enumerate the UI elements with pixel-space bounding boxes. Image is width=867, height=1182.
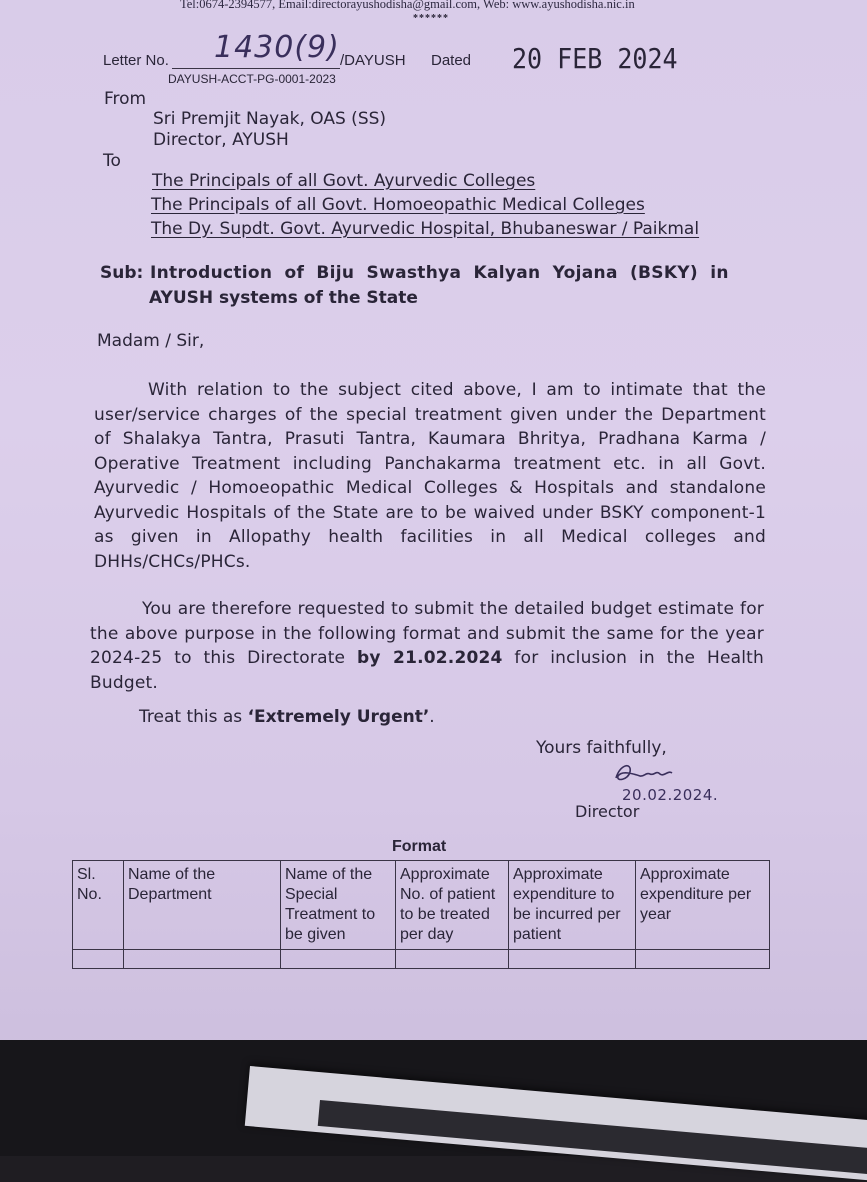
subject-label: Sub:	[100, 263, 144, 283]
table-cell	[509, 950, 636, 969]
body-paragraph-2	[90, 597, 764, 695]
table-row	[73, 950, 770, 969]
file-reference: DAYUSH-ACCT-PG-0001-2023	[168, 72, 336, 86]
dated-label: Dated	[431, 52, 472, 69]
recipient-2: The Principals of all Govt. Homoeopathic Medical Colleges	[151, 195, 645, 215]
col-special-treatment: Name of the Special Treatment to be given	[281, 861, 396, 950]
letter-no-underline	[172, 68, 340, 69]
salutation: Madam / Sir,	[97, 331, 205, 351]
col-patients-per-day: Approximate No. of patient to be treated per day	[396, 861, 509, 950]
urgent-text-b: .	[429, 707, 435, 727]
yours-faithfully: Yours faithfully,	[536, 738, 667, 758]
recipient-3: The Dy. Supdt. Govt. Ayurvedic Hospital, Bhubaneswar / Paikmal	[151, 219, 700, 239]
header-stars: ******	[413, 13, 449, 24]
table-cell	[73, 950, 124, 969]
urgent-emphasis: ‘Extremely Urgent’	[247, 707, 430, 727]
urgent-text-a: Treat this as	[139, 707, 248, 727]
contact-line: Tel:0674-2394577, Email:directorayushodisha@gmail.com, Web: www.ayushodisha.nic.in	[180, 0, 635, 11]
table-cell	[281, 950, 396, 969]
from-label: From	[104, 89, 147, 109]
director-designation: Director	[575, 802, 640, 821]
table-cell	[124, 950, 281, 969]
col-department: Name of the Department	[124, 861, 281, 950]
col-expenditure-per-year: Approximate expenditure per year	[636, 861, 770, 950]
subject-line-1: Introduction of Biju Swasthya Kalyan Yojana (BSKY) in	[150, 263, 729, 283]
format-table	[72, 860, 770, 969]
date-stamp: 20 FEB 2024	[512, 42, 678, 75]
col-expenditure-per-patient: Approximate expenditure to be incurred per patient	[509, 861, 636, 950]
table-cell	[396, 950, 509, 969]
body-paragraph-1: With relation to the subject cited above, I am to intimate that the user/service charges of the special treatment given under the Department of Shalakya Tantra, Prasuti Tantra, Kaumara Bhritya, Pradhana Karma / Operative Treatment including Panchakarma treatment etc. in all Govt. Ayurvedic / Homoeopathic Medical Colleges & Hospitals and standalone Ayurvedic Hospitals of the State are to be waived under BSKY component-1 as given in Allopathy health facilities in all Medical colleges and DHHs/CHCs/PHCs.	[94, 380, 766, 572]
letter-no-handwritten: 1430(9)	[214, 30, 340, 65]
paragraph-2-text-b: for inclusion in the Health Budget.	[90, 648, 764, 693]
deadline-date: by 21.02.2024	[357, 648, 503, 668]
letter-no-label: Letter No.	[103, 52, 169, 69]
sender-designation: Director, AYUSH	[153, 130, 289, 150]
to-label: To	[103, 151, 121, 171]
sender-name: Sri Premjit Nayak, OAS (SS)	[153, 109, 387, 129]
subject-line-2: AYUSH systems of the State	[149, 288, 418, 308]
paragraph-2-text-a: You are therefore requested to submit the detailed budget estimate for the above purpose in the following format and submit the same for the year 2024-25 to this Directorate	[90, 599, 764, 668]
col-sl-no: Sl. No.	[73, 861, 124, 950]
recipient-1: The Principals of all Govt. Ayurvedic Colleges	[152, 171, 536, 191]
format-title: Format	[392, 838, 447, 855]
signature-date: 20.02.2024.	[622, 786, 719, 804]
urgent-note	[139, 707, 435, 727]
table-cell	[636, 950, 770, 969]
letter-no-suffix: /DAYUSH	[340, 52, 406, 69]
table-header-row	[73, 861, 770, 950]
